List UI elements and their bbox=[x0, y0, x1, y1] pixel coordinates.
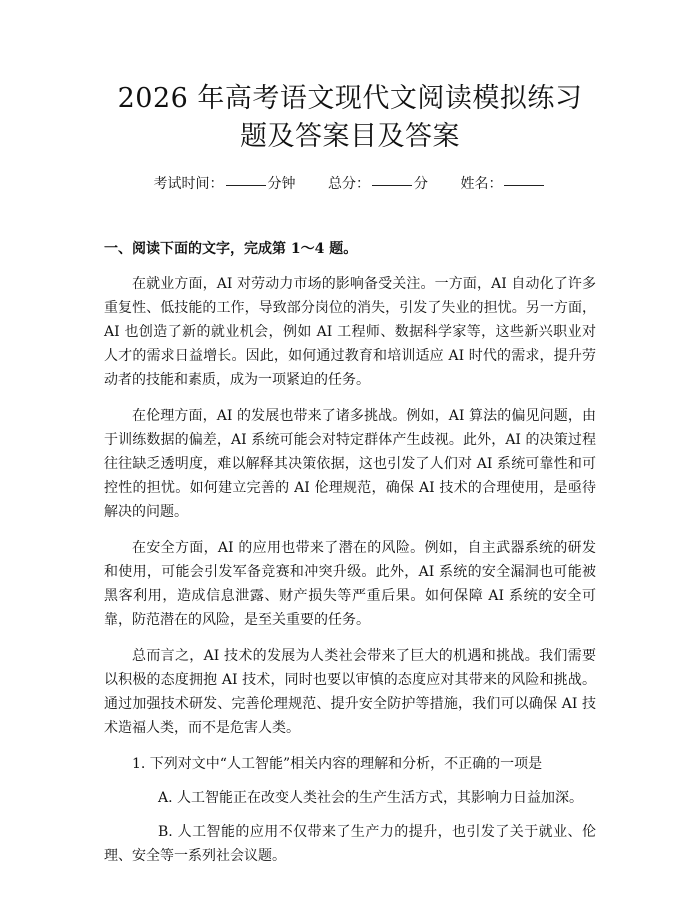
total-score-blank bbox=[372, 185, 412, 186]
question-1-option-b: B. 人工智能的应用不仅带来了生产力的提升，也引发了关于就业、伦理、安全等一系列社会议题。 bbox=[104, 824, 596, 864]
exam-time-label: 考试时间： bbox=[153, 176, 224, 192]
exam-info-line bbox=[104, 174, 596, 194]
total-score-unit: 分 bbox=[414, 176, 428, 192]
total-score-label: 总分： bbox=[328, 176, 370, 192]
question-1-stem: 1. 下列对文中“人工智能”相关内容的理解和分析，不正确的一项是 bbox=[132, 756, 543, 772]
reading-paragraph-security: 在安全方面，AI 的应用也带来了潜在的风险。例如，自主武器系统的研发和使用，可能会引发军备竞赛和冲突升级。此外，AI 系统的安全漏洞也可能被黑客利用，造成信息泄露、财产损失等严重后果。如何保障 AI 系统的安全可靠，防范潜在的风险，是至关重要的任务。 bbox=[104, 540, 596, 628]
student-name-field bbox=[460, 174, 546, 194]
student-name-label: 姓名： bbox=[460, 176, 503, 192]
document-title: 2026 年高考语文现代文阅读模拟练习题及答案目及答案 bbox=[117, 83, 583, 152]
question-1-option-a: A. 人工智能正在改变人类社会的生产生活方式，其影响力日益加深。 bbox=[158, 790, 584, 806]
exam-time-field bbox=[154, 174, 296, 194]
student-name-blank bbox=[504, 185, 544, 186]
exam-time-blank bbox=[226, 185, 266, 186]
reading-paragraph-employment: 在就业方面，AI 对劳动力市场的影响备受关注。一方面，AI 自动化了许多重复性、低技能的工作，导致部分岗位的消失，引发了失业的担忧。另一方面，AI 也创造了新的就业机会，例如 AI 工程师、数据科学家等，这些新兴职业对人才的需求日益增长。因此，如何通过教育和培训适应 AI 时代的需求，提升劳动者的技能和素质，成为一项紧迫的任务。 bbox=[104, 276, 596, 388]
reading-paragraph-conclusion: 总而言之，AI 技术的发展为人类社会带来了巨大的机遇和挑战。我们需要以积极的态度拥抱 AI 技术，同时也要以审慎的态度应对其带来的风险和挑战。通过加强技术研发、完善伦理规范、提升安全防护等措施，我们可以确保 AI 技术造福人类，而不是危害人类。 bbox=[104, 648, 596, 736]
total-score-field bbox=[328, 174, 428, 194]
section-heading: 一、阅读下面的文字，完成第 1～4 题。 bbox=[104, 241, 358, 257]
reading-paragraph-ethics: 在伦理方面，AI 的发展也带来了诸多挑战。例如，AI 算法的偏见问题，由于训练数据的偏差，AI 系统可能会对特定群体产生歧视。此外，AI 的决策过程往往缺乏透明度，难以解释其决策依据，这也引发了人们对 AI 系统可靠性和可控性的担忧。如何建立完善的 AI 伦理规范，确保 AI 技术的合理使用，是亟待解决的问题。 bbox=[104, 408, 596, 520]
exam-time-unit: 分钟 bbox=[267, 176, 296, 192]
